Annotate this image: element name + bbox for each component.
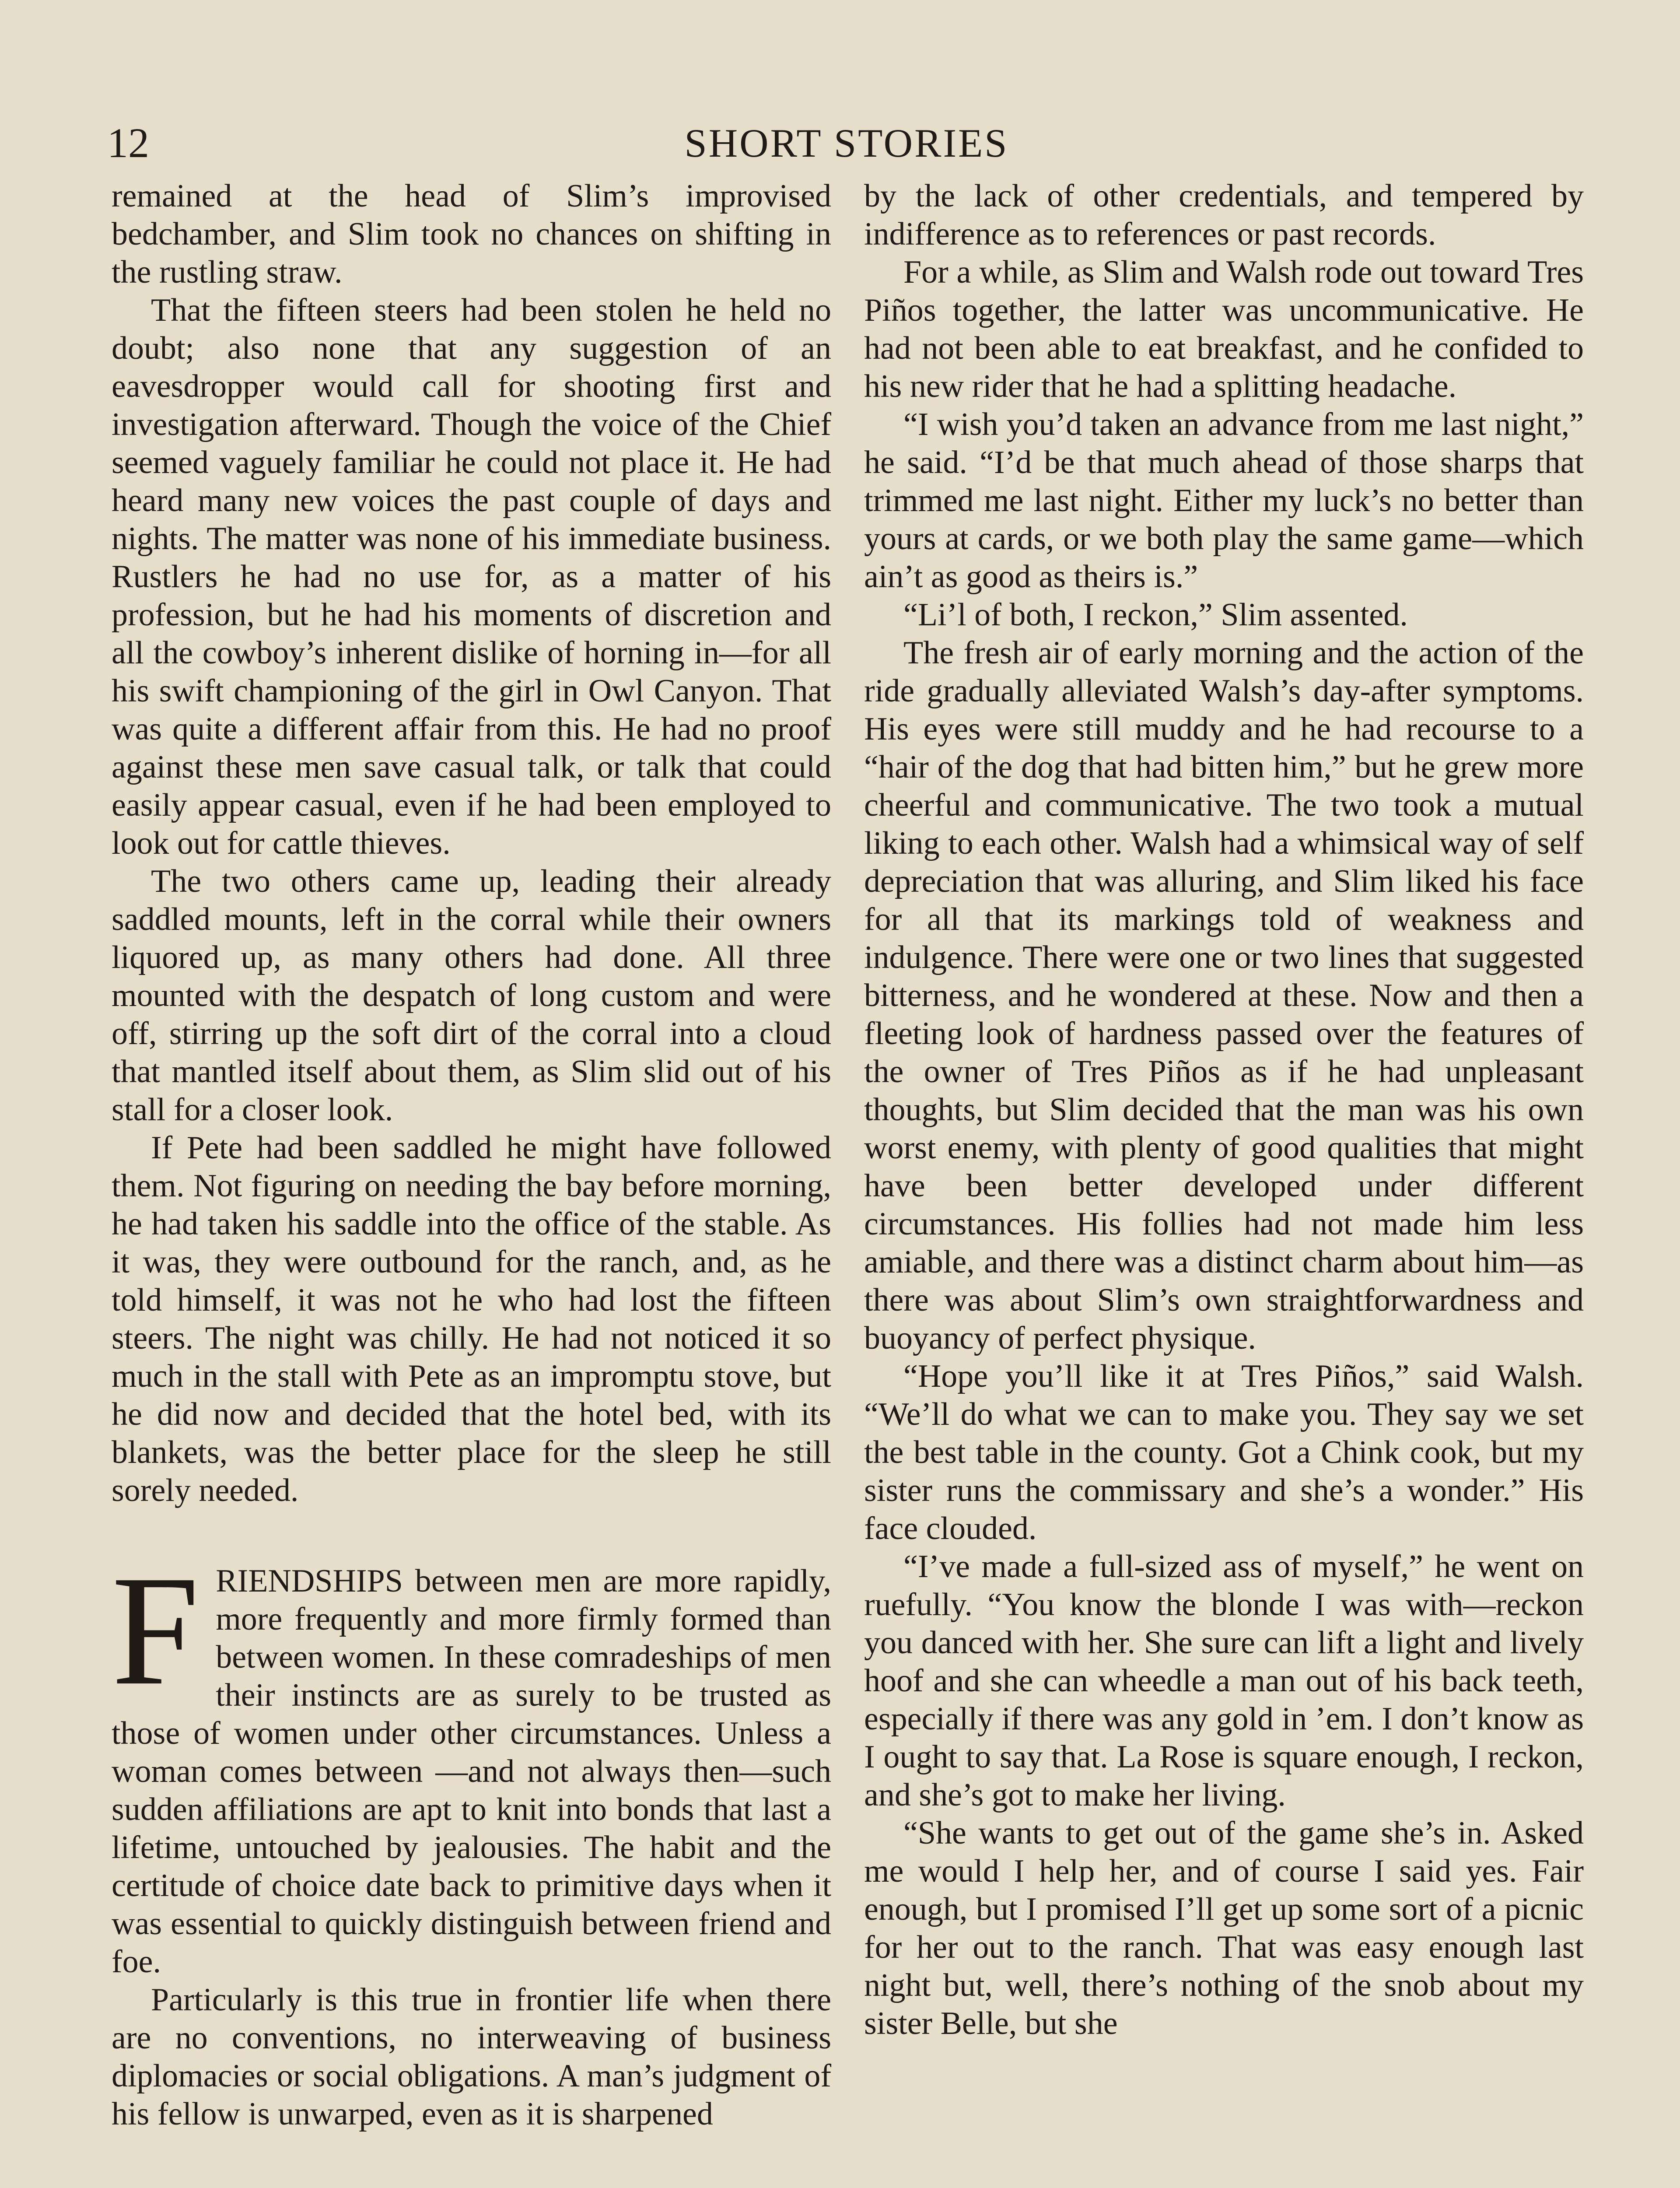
paragraph: “I’ve made a full-sized ass of myself,” he went on ruefully. “You know the blonde I was with—reckon you danced with her. She sure can lift a light and lively hoof and she can wheedle a man out of his back teeth, especially if there was any gold in ’em. I don’t know as I ought to say that. La Rose is square enough, I reckon, and she’s got to make her living. — [864, 1549, 1584, 1813]
paragraph: remained at the head of Slim’s improvised bedchamber, and Slim took no chances on shifting in the rustling straw. — [112, 178, 831, 290]
page-number: 12 — [107, 119, 149, 166]
paragraph: “She wants to get out of the game she’s in. Asked me would I help her, and of course I said yes. Fair enough, but I promised I’ll get up some sort of a picnic for her out to the ranch. That was easy enough last night but, well, there’s nothing of the snob about my sister Belle, but she — [864, 1815, 1584, 2041]
paragraph: by the lack of other credentials, and tempered by indifference as to references or past records. — [864, 178, 1584, 252]
paragraph: Particularly is this true in frontier life when there are no conventions, no interweaving of business diplomacies or social obligations. A man’s judgment of his fellow is unwarped, even as it is sharpened — [112, 1982, 831, 2132]
paragraph: That the fifteen steers had been stolen he held no doubt; also none that any suggestion of an eavesdropper would call for shooting first and investigation afterward. Though the voice of the Chief seemed vaguely familiar he could not place it. He had heard many new voices the past couple of days and nights. The matter was none of his immediate business. Rustlers he had no use for, as a matter of his profession, but he had his moments of discretion and all the cowboy’s inherent dislike of horning in—for all his swift championing of the girl in Owl Canyon. That was quite a different affair from this. He had no proof against these men save casual talk, or talk that could easily appear casual, even if he had been employed to look out for cattle thieves. — [112, 292, 831, 861]
section-opening-paragraph — [112, 1543, 831, 1981]
paragraph: “I wish you’d taken an advance from me last night,” he said. “I’d be that much ahead of those sharps that trimmed me last night. Either my luck’s no better than yours at cards, or we both play the same game—which ain’t as good as theirs is.” — [864, 407, 1584, 595]
paragraph: For a while, as Slim and Walsh rode out toward Tres Piños together, the latter was uncommunicative. He had not been able to eat breakfast, and he confided to his new rider that he had a splitting headache. — [864, 254, 1584, 404]
section-text: between men are more rapidly, more frequently and more firmly formed than between women. In these comradeships of men their instincts are as surely to be trusted as those of women under other circumstances. Unless a woman comes between —and not always then—such sudden affiliations are apt to knit into bonds that last a lifetime, untouched by jealousies. The habit and the certitude of choice date back to primitive days when it was essential to quickly distinguish between friend and foe. — [112, 1563, 831, 1980]
drop-cap: F — [112, 1543, 200, 1718]
paragraph: “Li’l of both, I reckon,” Slim assented. — [903, 597, 1408, 633]
paragraph: The fresh air of early morning and the action of the ride gradually alleviated Walsh’s day-after symptoms. His eyes were still muddy and he had recourse to a “hair of the dog that had bitten him,” but he grew more cheerful and communicative. The two took a mutual liking to each other. Walsh had a whimsical way of self depreciation that was alluring, and Slim liked his face for all that its markings told of weakness and indulgence. There were one or two lines that suggested bitterness, and he wondered at these. Now and then a fleeting look of hardness passed over the features of the owner of Tres Piños as if he had unpleasant thoughts, but Slim decided that the man was his own worst enemy, with plenty of good qualities that might have been better developed under different circumstances. His follies had not made him less amiable, and there was a distinct charm about him—as there was about Slim’s own straightforwardness and buoyancy of perfect physique. — [864, 635, 1584, 1356]
right-column — [864, 177, 1584, 2043]
page-header — [107, 115, 1586, 172]
paragraph: If Pete had been saddled he might have followed them. Not figuring on needing the bay before morning, he had taken his saddle into the office of the stable. As it was, they were outbound for the ranch, and, as he told himself, it was not he who had lost the fifteen steers. The night was chilly. He had not noticed it so much in the stall with Pete as an impromptu stove, but he did now and decided that the hotel bed, with its blankets, was the better place for the sleep he still sorely needed. — [112, 1130, 831, 1508]
paragraph: The two others came up, leading their already saddled mounts, left in the corral while their owners liquored up, as many others had done. All three mounted with the despatch of long custom and were off, stirring up the soft dirt of the corral into a cloud that mantled itself about them, as Slim slid out of his stall for a closer look. — [112, 863, 831, 1128]
running-title: SHORT STORIES — [684, 121, 1009, 165]
lead-in-word: RIENDSHIPS — [216, 1563, 403, 1599]
paragraph: “Hope you’ll like it at Tres Piños,” said Walsh. “We’ll do what we can to make you. They say we set the best table in the county. Got a Chink cook, but my sister runs the commissary and she’s a wonder.” His face clouded. — [864, 1358, 1584, 1546]
left-column — [112, 177, 831, 2133]
